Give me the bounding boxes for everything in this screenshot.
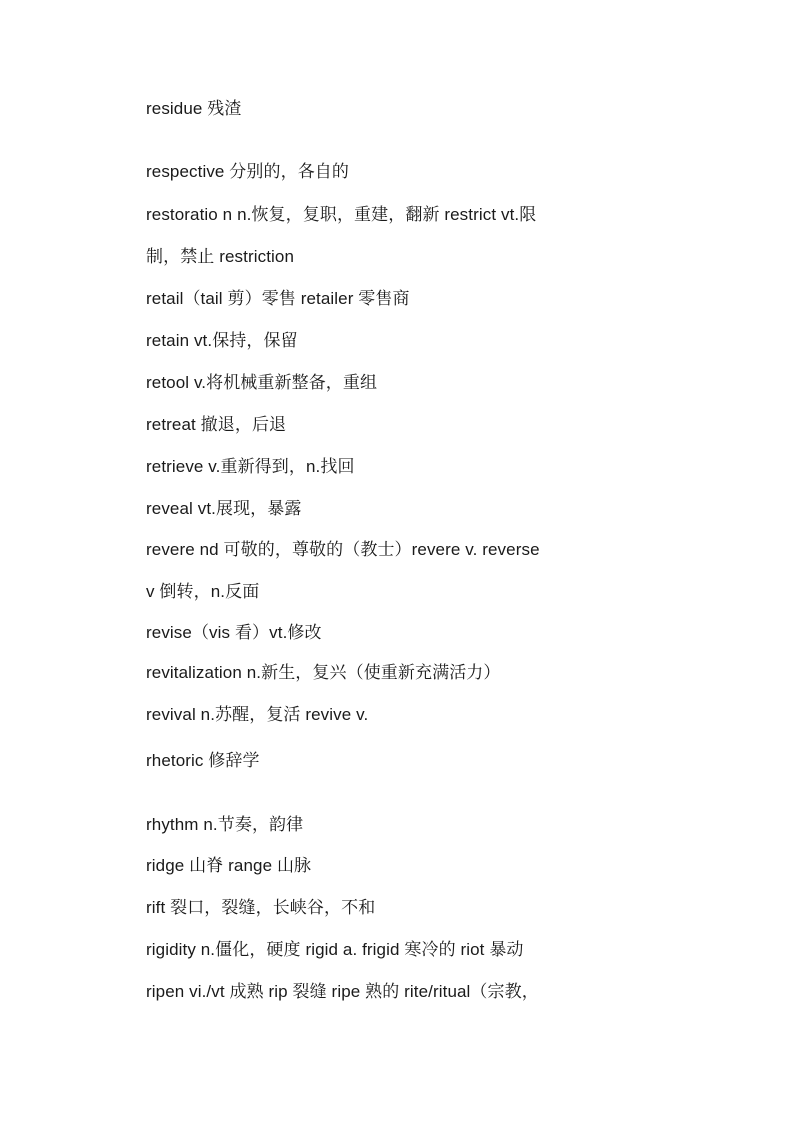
entry-rhetoric: rhetoric 修辞学	[146, 751, 260, 770]
entry-reveal: reveal vt.展现，暴露	[146, 499, 302, 518]
entry-ripen: ripen vi./vt 成熟 rip 裂缝 ripe 熟的 rite/ritual（宗教，	[146, 982, 539, 1001]
entry-reverend: revere nd 可敬的，尊敬的（教士）revere v. reverse	[146, 540, 540, 559]
entry-restriction: 制，禁止 restriction	[146, 247, 295, 266]
entry-rift: rift 裂口，裂缝，长峡谷，不和	[146, 898, 376, 917]
entry-residue: residue 残渣	[146, 99, 242, 118]
entry-rhythm: rhythm n.节奏，韵律	[146, 815, 304, 834]
entry-retreat: retreat 撤退，后退	[146, 415, 287, 434]
entry-reverse-cont: v 倒转，n.反面	[146, 582, 260, 601]
entry-restoration: restoratio n n.恢复，复职，重建，翻新 restrict vt.限	[146, 205, 537, 224]
entry-retail: retail（tail 剪）零售 retailer 零售商	[146, 289, 410, 308]
entry-respective: respective 分别的，各自的	[146, 162, 350, 181]
entry-revitalization: revitalization n.新生，复兴（使重新充满活力）	[146, 663, 501, 682]
entry-ridge: ridge 山脊 range 山脉	[146, 856, 312, 875]
entry-retain: retain vt.保持，保留	[146, 331, 298, 350]
entry-retrieve: retrieve v.重新得到，n.找回	[146, 457, 355, 476]
entry-retool: retool v.将机械重新整备，重组	[146, 373, 378, 392]
entry-revise: revise（vis 看）vt.修改	[146, 623, 322, 642]
entry-revival: revival n.苏醒，复活 revive v.	[146, 705, 369, 724]
entry-rigidity: rigidity n.僵化，硬度 rigid a. frigid 寒冷的 riot 暴动	[146, 940, 524, 959]
